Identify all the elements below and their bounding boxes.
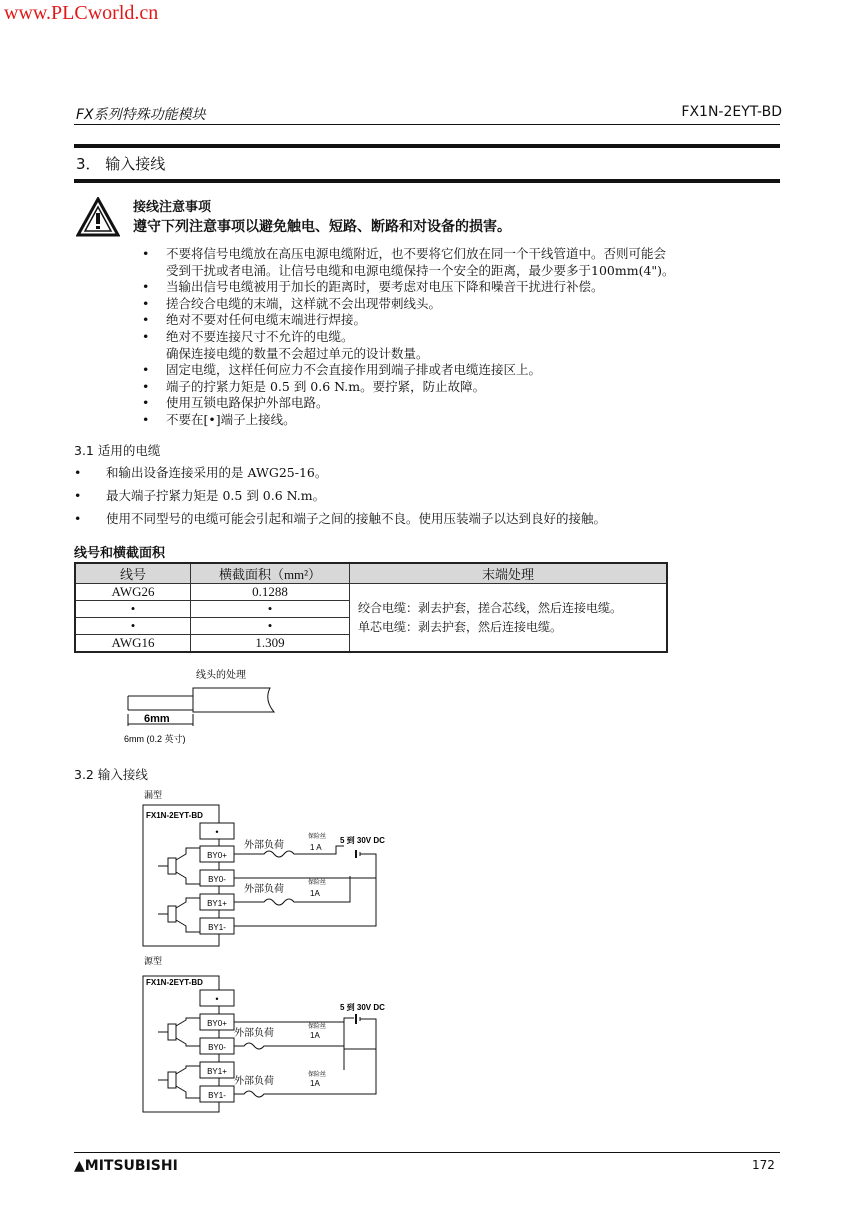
svg-text:外部负荷: 外部负荷 bbox=[234, 1076, 274, 1087]
wiring-section-title: 3.2 输入接线 bbox=[74, 767, 148, 782]
strip-label: 线头的处理 bbox=[196, 670, 246, 681]
table-cell: AWG26 bbox=[75, 584, 191, 601]
table-cell: • bbox=[75, 601, 191, 618]
header-series-title: FX系列特殊功能模块 bbox=[76, 107, 206, 123]
list-item: • 搓合绞合电缆的末端，这样就不会出现带刺线头。 bbox=[142, 296, 792, 313]
svg-text:BY1-: BY1- bbox=[208, 1091, 226, 1100]
list-item: • 使用不同型号的电缆可能会引起和端子之间的接触不良。使用压装端子以达到良好的接触。 bbox=[74, 507, 774, 530]
warning-title: 接线注意事项 bbox=[133, 200, 212, 215]
wire-table-title: 线号和横截面积 bbox=[74, 546, 166, 561]
cable-section-title: 3.1 适用的电缆 bbox=[74, 443, 161, 458]
list-item: • 和输出设备连接采用的是 AWG25-16。 bbox=[74, 461, 774, 484]
desc-stranded: 绞合电缆：剥去护套，搓合芯线，然后连接电缆。 bbox=[358, 600, 623, 615]
source-label: 源型 bbox=[144, 956, 163, 966]
list-item: • 不要将信号电缆放在高压电源电缆附近，也不要将它们放在同一个干线管道中。否则可能会 bbox=[142, 246, 792, 263]
table-cell: • bbox=[191, 618, 350, 635]
warning-list bbox=[142, 246, 792, 429]
source-wiring-diagram bbox=[140, 954, 410, 1114]
svg-text:1A: 1A bbox=[310, 1031, 320, 1040]
svg-text:外部负荷: 外部负荷 bbox=[244, 884, 284, 895]
sink-wiring-diagram bbox=[140, 788, 410, 948]
header-cell: 线号 bbox=[75, 563, 191, 584]
list-item: • 当输出信号电缆被用于加长的距离时，要考虑对电压下降和噪音干扰进行补偿。 bbox=[142, 279, 792, 296]
svg-text:1 A: 1 A bbox=[310, 843, 322, 852]
warning-icon bbox=[76, 197, 120, 237]
list-item: 确保连接电缆的数量不会超过单元的设计数量。 bbox=[166, 345, 429, 361]
watermark: www.PLCworld.cn bbox=[4, 2, 159, 24]
footer-rule bbox=[74, 1152, 780, 1153]
list-item: • 端子的拧紧力矩是 0.5 到 0.6 N.m。要拧紧，防止故障。 bbox=[142, 379, 792, 396]
svg-text:BY1-: BY1- bbox=[208, 923, 226, 932]
list-item: • 绝对不要对任何电缆末端进行焊接。 bbox=[142, 312, 792, 329]
page-number: 172 bbox=[752, 1158, 775, 1172]
strip-dimension: 6mm bbox=[144, 713, 170, 725]
desc-solid: 单芯电缆：剥去护套，然后连接电缆。 bbox=[358, 619, 563, 634]
table-cell: 0.1288 bbox=[191, 584, 350, 601]
source-model: FX1N-2EYT-BD bbox=[146, 978, 203, 987]
table-header-row bbox=[75, 563, 667, 584]
svg-text:保险丝: 保险丝 bbox=[308, 880, 327, 886]
table-cell: • bbox=[191, 601, 350, 618]
list-item: • 固定电缆，这样任何应力不会直接作用到端子排或者电缆连接区上。 bbox=[142, 362, 792, 379]
svg-text:BY0+: BY0+ bbox=[207, 851, 227, 860]
list-item: • 绝对不要连接尺寸不允许的电缆。 bbox=[142, 329, 792, 346]
section-bottom-rule bbox=[74, 179, 780, 183]
sink-model: FX1N-2EYT-BD bbox=[146, 811, 203, 820]
table-row bbox=[75, 584, 667, 601]
list-item: 受到干扰或者电涌。让信号电缆和电源电缆保持一个安全的距离，最少要多于100mm(4")。 bbox=[166, 262, 675, 278]
header-model: FX1N-2EYT-BD bbox=[681, 104, 782, 120]
svg-text:BY0+: BY0+ bbox=[207, 1019, 227, 1028]
header-rule bbox=[74, 124, 780, 125]
svg-text:BY1+: BY1+ bbox=[207, 899, 227, 908]
svg-text:外部负荷: 外部负荷 bbox=[234, 1028, 274, 1039]
svg-text:BY0-: BY0- bbox=[208, 1043, 226, 1052]
svg-text:外部负荷: 外部负荷 bbox=[244, 840, 284, 851]
svg-text:•: • bbox=[215, 827, 219, 837]
svg-text:5 到 30V DC: 5 到 30V DC bbox=[340, 836, 385, 845]
table-cell: • bbox=[75, 618, 191, 635]
list-item: • 使用互锁电路保护外部电路。 bbox=[142, 395, 792, 412]
wire-table bbox=[74, 562, 668, 653]
section-title: 3． 输入接线 bbox=[76, 155, 166, 173]
warning-text: 遵守下列注意事项以避免触电、短路、断路和对设备的损害。 bbox=[133, 219, 511, 235]
cable-list bbox=[74, 461, 774, 530]
svg-text:1A: 1A bbox=[310, 889, 320, 898]
header-cell: 横截面积（mm²） bbox=[191, 563, 350, 584]
svg-text:1A: 1A bbox=[310, 1079, 320, 1088]
table-cell: 1.309 bbox=[191, 635, 350, 653]
svg-text:保险丝: 保险丝 bbox=[308, 1072, 327, 1078]
svg-text:5 到 30V DC: 5 到 30V DC bbox=[340, 1003, 385, 1012]
svg-text:保险丝: 保险丝 bbox=[308, 1024, 327, 1030]
list-item: • 不要在[•]端子上接线。 bbox=[142, 412, 792, 429]
list-item: • 最大端子拧紧力矩是 0.5 到 0.6 N.m。 bbox=[74, 484, 774, 507]
mitsubishi-logo-icon: ▲ bbox=[74, 1158, 85, 1174]
svg-text:BY0-: BY0- bbox=[208, 875, 226, 884]
table-cell: AWG16 bbox=[75, 635, 191, 653]
footer-brand: ▲MITSUBISHI bbox=[74, 1158, 178, 1174]
header-cell: 末端处理 bbox=[350, 563, 668, 584]
svg-text:保险丝: 保险丝 bbox=[308, 834, 327, 840]
svg-text:•: • bbox=[215, 994, 219, 1004]
strip-note: 6mm (0.2 英寸) bbox=[124, 734, 186, 744]
svg-text:BY1+: BY1+ bbox=[207, 1067, 227, 1076]
sink-label: 漏型 bbox=[144, 790, 163, 800]
end-treatment-cell bbox=[350, 584, 668, 653]
section-top-rule bbox=[74, 144, 780, 148]
wire-strip-diagram bbox=[118, 666, 288, 746]
